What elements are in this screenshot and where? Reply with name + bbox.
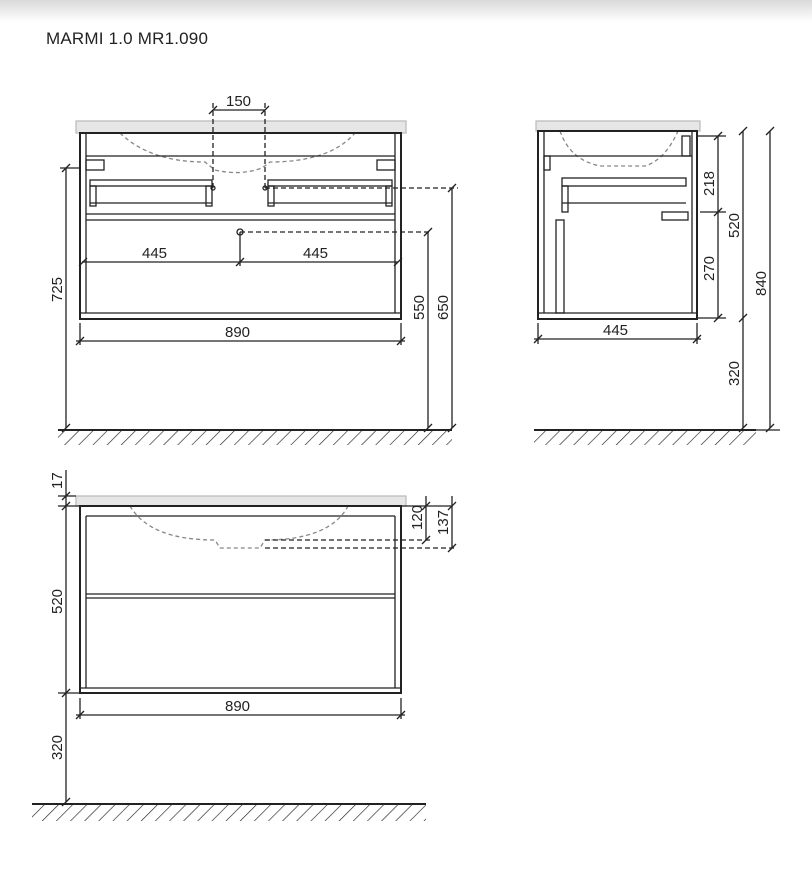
facade-dim-17: 17 xyxy=(49,472,66,489)
front-dim-445-right: 445 xyxy=(303,245,329,262)
facade-dim-890: 890 xyxy=(225,698,251,715)
side-dim-320: 320 xyxy=(726,360,743,386)
front-cabinet-body xyxy=(80,133,401,319)
front-dim-445-left: 445 xyxy=(142,245,168,262)
side-dim-840: 840 xyxy=(753,270,770,296)
front-basin-outline xyxy=(120,133,355,173)
front-dim-550: 550 xyxy=(411,294,428,320)
front-right-drawer-rail xyxy=(268,180,392,186)
front-dim-725: 725 xyxy=(49,276,66,302)
facade-countertop xyxy=(76,496,406,506)
front-dim-150: 150 xyxy=(226,93,252,110)
facade-dim-320: 320 xyxy=(49,734,66,760)
side-countertop xyxy=(536,121,700,131)
facade-cabinet-body xyxy=(80,506,401,693)
facade-basin-outline xyxy=(130,506,348,548)
front-dim-650: 650 xyxy=(435,294,452,320)
side-dim-270: 270 xyxy=(701,255,718,281)
side-dim-520: 520 xyxy=(726,212,743,238)
side-cabinet-body xyxy=(538,131,697,319)
front-view xyxy=(58,103,458,445)
side-dim-218: 218 xyxy=(701,170,718,196)
facade-view xyxy=(32,470,456,821)
facade-dim-137: 137 xyxy=(435,509,452,535)
side-basin-outline xyxy=(560,131,678,166)
front-left-drawer-rail xyxy=(90,180,212,186)
facade-dim-120: 120 xyxy=(409,504,426,530)
front-countertop xyxy=(76,121,406,133)
side-dim-445: 445 xyxy=(603,322,629,339)
front-dim-890: 890 xyxy=(225,324,251,341)
side-view xyxy=(534,121,780,445)
facade-dim-520: 520 xyxy=(49,588,66,614)
page-title: MARMI 1.0 MR1.090 xyxy=(46,29,209,48)
